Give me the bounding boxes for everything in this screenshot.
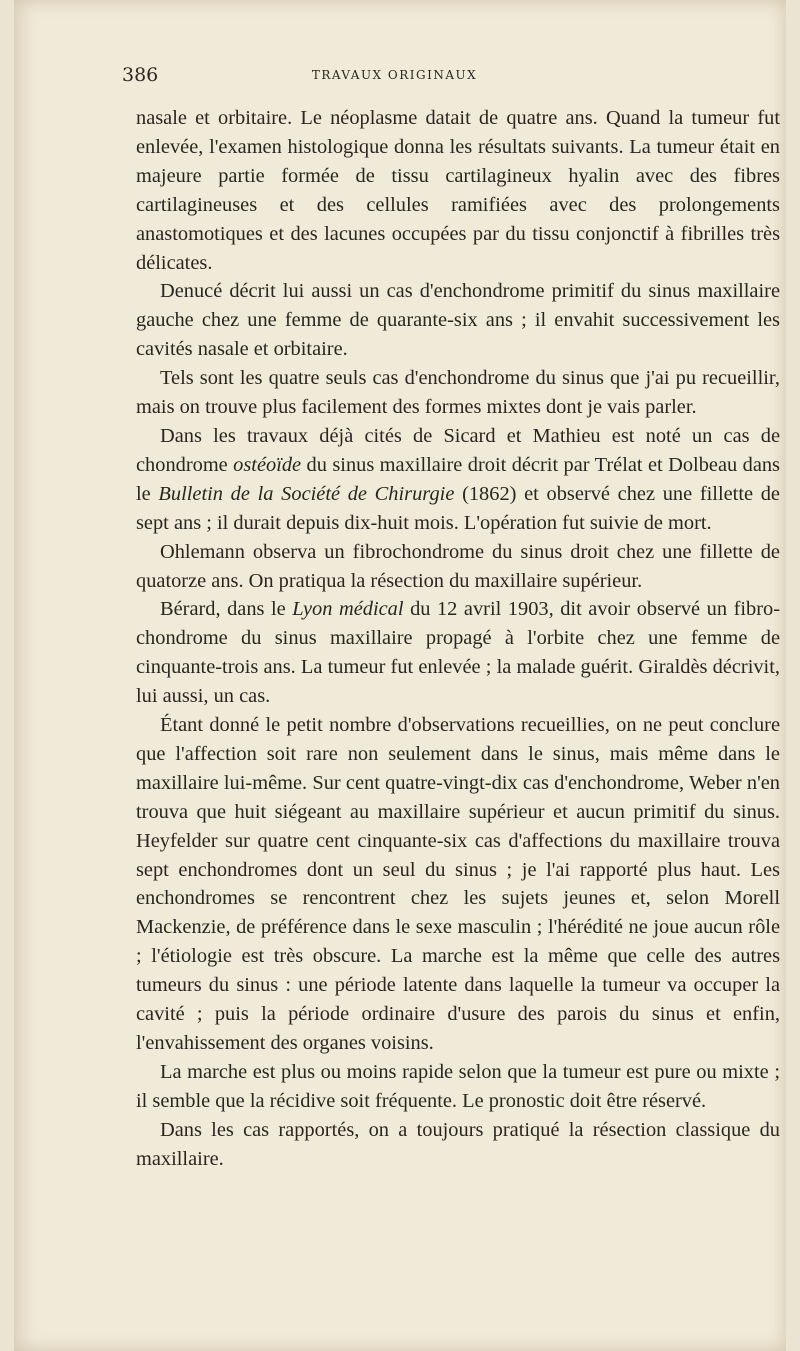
text-run: Ohlemann observa un fibrochondrome du sinus droit chez une fillette de quatorze ans. On pratiqua la résection du maxillaire supérieur. xyxy=(136,540,780,592)
paragraph xyxy=(136,277,780,364)
text-run: Denucé décrit lui aussi un cas d'enchondrome primitif du sinus maxillaire gauche chez une femme de quarante-six ans ; il envahit successivement les cavités nasale et orbitaire. xyxy=(136,280,780,361)
text-run: La marche est plus ou moins rapide selon que la tumeur est pure ou mixte ; il semble que la récidive soit fréquente. Le pronostic doit être réservé. xyxy=(136,1060,780,1112)
italic-title: Lyon médical xyxy=(292,598,404,621)
paragraph xyxy=(136,595,780,711)
text-run: Dans les cas rapportés, on a toujours pratiqué la résection classique du maxillaire. xyxy=(136,1118,780,1170)
paragraph xyxy=(136,538,780,596)
page-header xyxy=(122,64,667,90)
text-run: Bérard, dans le xyxy=(160,598,293,621)
italic-title: ostéoïde xyxy=(233,453,302,476)
text-run: Étant donné le petit nombre d'observations recueillies, on ne peut conclure que l'affection soit rare non seulement dans le sinus, mais même dans le maxillaire lui-même. Sur cent quatre-vingt-dix cas d'enchondrome, Weber n'en trouva que huit siégeant au maxillaire supérieur et aucun primitif du sinus. Heyfelder sur quatre cent cinquante-six cas d'affections du maxillaire trouva sept enchondromes dont un seul du sinus ; je l'ai rapporté plus haut. Les enchondromes se rencontrent chez les sujets jeunes et, selon Morell Mackenzie, de préférence dans le sexe masculin ; l'hérédité ne joue aucun rôle ; l'étiologie est très obscure. La marche est la même que celle des autres tumeurs du sinus : une période latente dans laquelle la tumeur va occuper la cavité ; puis la période ordinaire d'usure des parois du sinus et enfin, l'envahissement des organes voisins. xyxy=(136,714,780,1054)
body-text xyxy=(136,104,780,1174)
text-run: (1862) et observé chez une fillette de sept ans ; il durait depuis dix-huit mois. L'opération fut suivie de mort. xyxy=(136,482,780,534)
paragraph xyxy=(136,1116,780,1174)
page-number: 386 xyxy=(122,64,159,86)
text-run: du sinus maxillaire droit décrit par Trélat et Dolbeau dans le xyxy=(136,453,780,505)
text-run: nasale et orbitaire. Le néoplasme datait de quatre ans. Quand la tumeur fut enlevée, l'examen histologique donna les résultats suivants. La tumeur était en majeure partie formée de tissu cartilagineux hyalin avec des fibres cartilagineuses et des cellules ramifiées avec des prolongements anastomotiques et des lacunes occupées par du tissu conjonctif à fibrilles très délicates. xyxy=(136,107,780,274)
book-page xyxy=(14,0,786,1351)
text-run: Tels sont les quatre seuls cas d'enchondrome du sinus que j'ai pu recueillir, mais on trouve plus facilement des formes mixtes dont je vais parler. xyxy=(136,367,780,419)
text-run: du 12 avril 1903, dit avoir observé un fibro-chondrome du sinus maxillaire propagé à l'orbite chez une femme de cinquante-trois ans. La tumeur fut enlevée ; la malade guérit. Giraldès décrivit, lui aussi, un cas. xyxy=(136,598,780,708)
paragraph xyxy=(136,104,780,277)
paragraph xyxy=(136,364,780,422)
paragraph xyxy=(136,711,780,1058)
paragraph xyxy=(136,1058,780,1116)
text-run: Dans les travaux déjà cités de Sicard et Mathieu est noté un cas de chondrome xyxy=(136,424,780,476)
italic-title: Bulletin de la Société de Chirurgie xyxy=(158,482,455,505)
paragraph xyxy=(136,422,780,538)
running-head: TRAVAUX ORIGINAUX xyxy=(311,68,478,82)
